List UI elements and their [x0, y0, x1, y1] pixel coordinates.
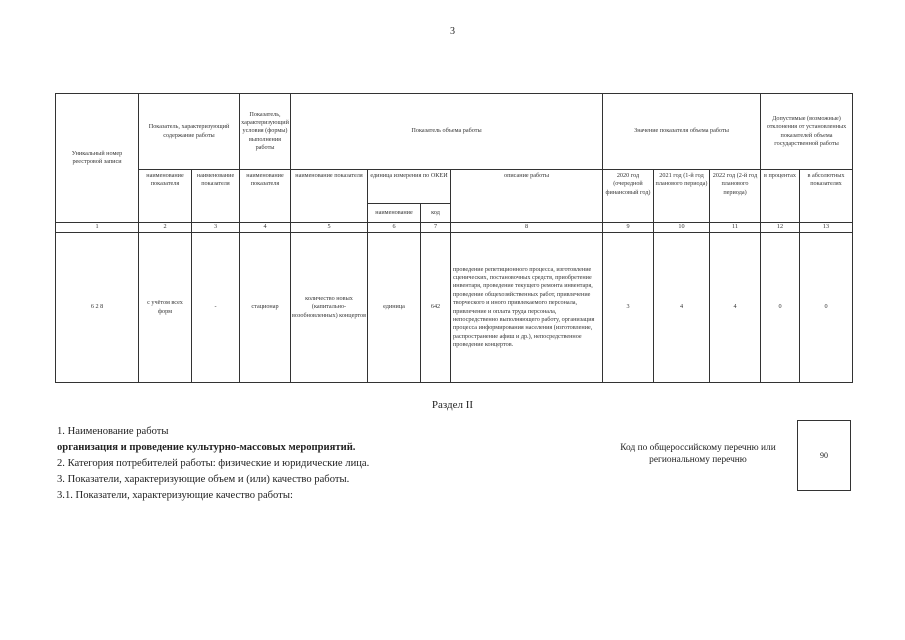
- column-number: 13: [800, 223, 853, 233]
- column-number: 3: [192, 223, 240, 233]
- section-details: [57, 424, 369, 504]
- quality-indicators-heading: 3.1. Показатели, характеризующие качество работы:: [57, 490, 293, 501]
- cell-work-description: проведение репетиционного процесса, изготовление сценических, постановочных средств, приобретение инвентаря, проведение текущего ремонта инвентаря, проведение общехозяйственных работ, привлечение творческого и иного привлекаемого персонала, привлечение и оплата труда персонала, непосредственно выполняющего работу, организация процесса информирования населения (изготовление, распространение афиш и др.), непосредственное проведение концертов.: [451, 233, 603, 383]
- cell-unit-code: 642: [421, 233, 451, 383]
- column-number: 5: [291, 223, 368, 233]
- column-number: 4: [240, 223, 291, 233]
- cell-value-2020: 3: [603, 233, 654, 383]
- section-title: Раздел II: [431, 399, 474, 411]
- work-name-value: организация и проведение культурно-массовых мероприятий.: [57, 442, 356, 453]
- subheader-indicator-name-3: наименование показателя: [240, 170, 291, 223]
- page-number: 3: [450, 26, 455, 37]
- column-number: 12: [761, 223, 800, 233]
- consumer-category: 2. Категория потребителей работы: физические и юридические лица.: [57, 458, 370, 469]
- column-number: 9: [603, 223, 654, 233]
- column-number: 1: [56, 223, 139, 233]
- table-row: [56, 233, 853, 383]
- column-number: 7: [421, 223, 451, 233]
- column-number: 8: [451, 223, 603, 233]
- subheader-year-2021: 2021 год (1-й год планового периода): [654, 170, 710, 223]
- subheader-indicator-name-4: наименование показателя: [291, 170, 368, 223]
- subheader-indicator-name-1: наименование показателя: [139, 170, 192, 223]
- work-name-label: 1. Наименование работы: [57, 426, 169, 437]
- header-quality-indicator: Показатель, характеризующий содержание работы: [139, 94, 240, 170]
- subheader-indicator-name-2: наименование показателя: [192, 170, 240, 223]
- subheader-work-description: описание работы: [451, 170, 603, 223]
- subheader-in-percent: в процентах: [761, 170, 800, 223]
- cell-registry-number: 6 2 8: [56, 233, 139, 383]
- cell-value-2022: 4: [710, 233, 761, 383]
- header-volume-indicator: Показатель объема работы: [291, 94, 603, 170]
- cell-quality-1: с учётом всех форм: [139, 233, 192, 383]
- cell-condition: стационар: [240, 233, 291, 383]
- indicators-heading: 3. Показатели, характеризующие объем и (или) качество работы.: [57, 474, 350, 485]
- subheader-unit-name: наименование: [368, 204, 421, 223]
- column-number: 6: [368, 223, 421, 233]
- column-number: 10: [654, 223, 710, 233]
- header-volume-value: Значение показателя объема работы: [603, 94, 761, 170]
- column-number: 11: [710, 223, 761, 233]
- cell-unit-name: единица: [368, 233, 421, 383]
- cell-deviation-absolute: 0: [800, 233, 853, 383]
- header-conditions-indicator: Показатель, характеризующий условия (формы) выполнения работы: [240, 94, 291, 170]
- subheader-okei-unit: единица измерения по ОКЕИ: [368, 170, 451, 204]
- cell-quality-2: -: [192, 233, 240, 383]
- cell-value-2021: 4: [654, 233, 710, 383]
- subheader-unit-code: код: [421, 204, 451, 223]
- header-unique-number: Уникальный номер реестровой записи: [56, 94, 139, 223]
- header-allowed-deviation: Допустимые (возможные) отклонения от установленных показателей объема государственной работы: [761, 94, 853, 170]
- subheader-in-absolute: в абсолютных показателях: [800, 170, 853, 223]
- work-volume-table: [55, 93, 853, 383]
- subheader-year-2020: 2020 год (очередной финансовый год): [603, 170, 654, 223]
- registry-code-label: Код по общероссийскому перечню или региональному перечню: [620, 443, 776, 465]
- cell-volume-indicator: количество новых (капитально-возобновленных) концертов: [291, 233, 368, 383]
- subheader-year-2022: 2022 год (2-й год планового периода): [710, 170, 761, 223]
- column-number: 2: [139, 223, 192, 233]
- cell-deviation-percent: 0: [761, 233, 800, 383]
- registry-code-box: [797, 420, 851, 491]
- registry-code-value: 90: [820, 451, 828, 460]
